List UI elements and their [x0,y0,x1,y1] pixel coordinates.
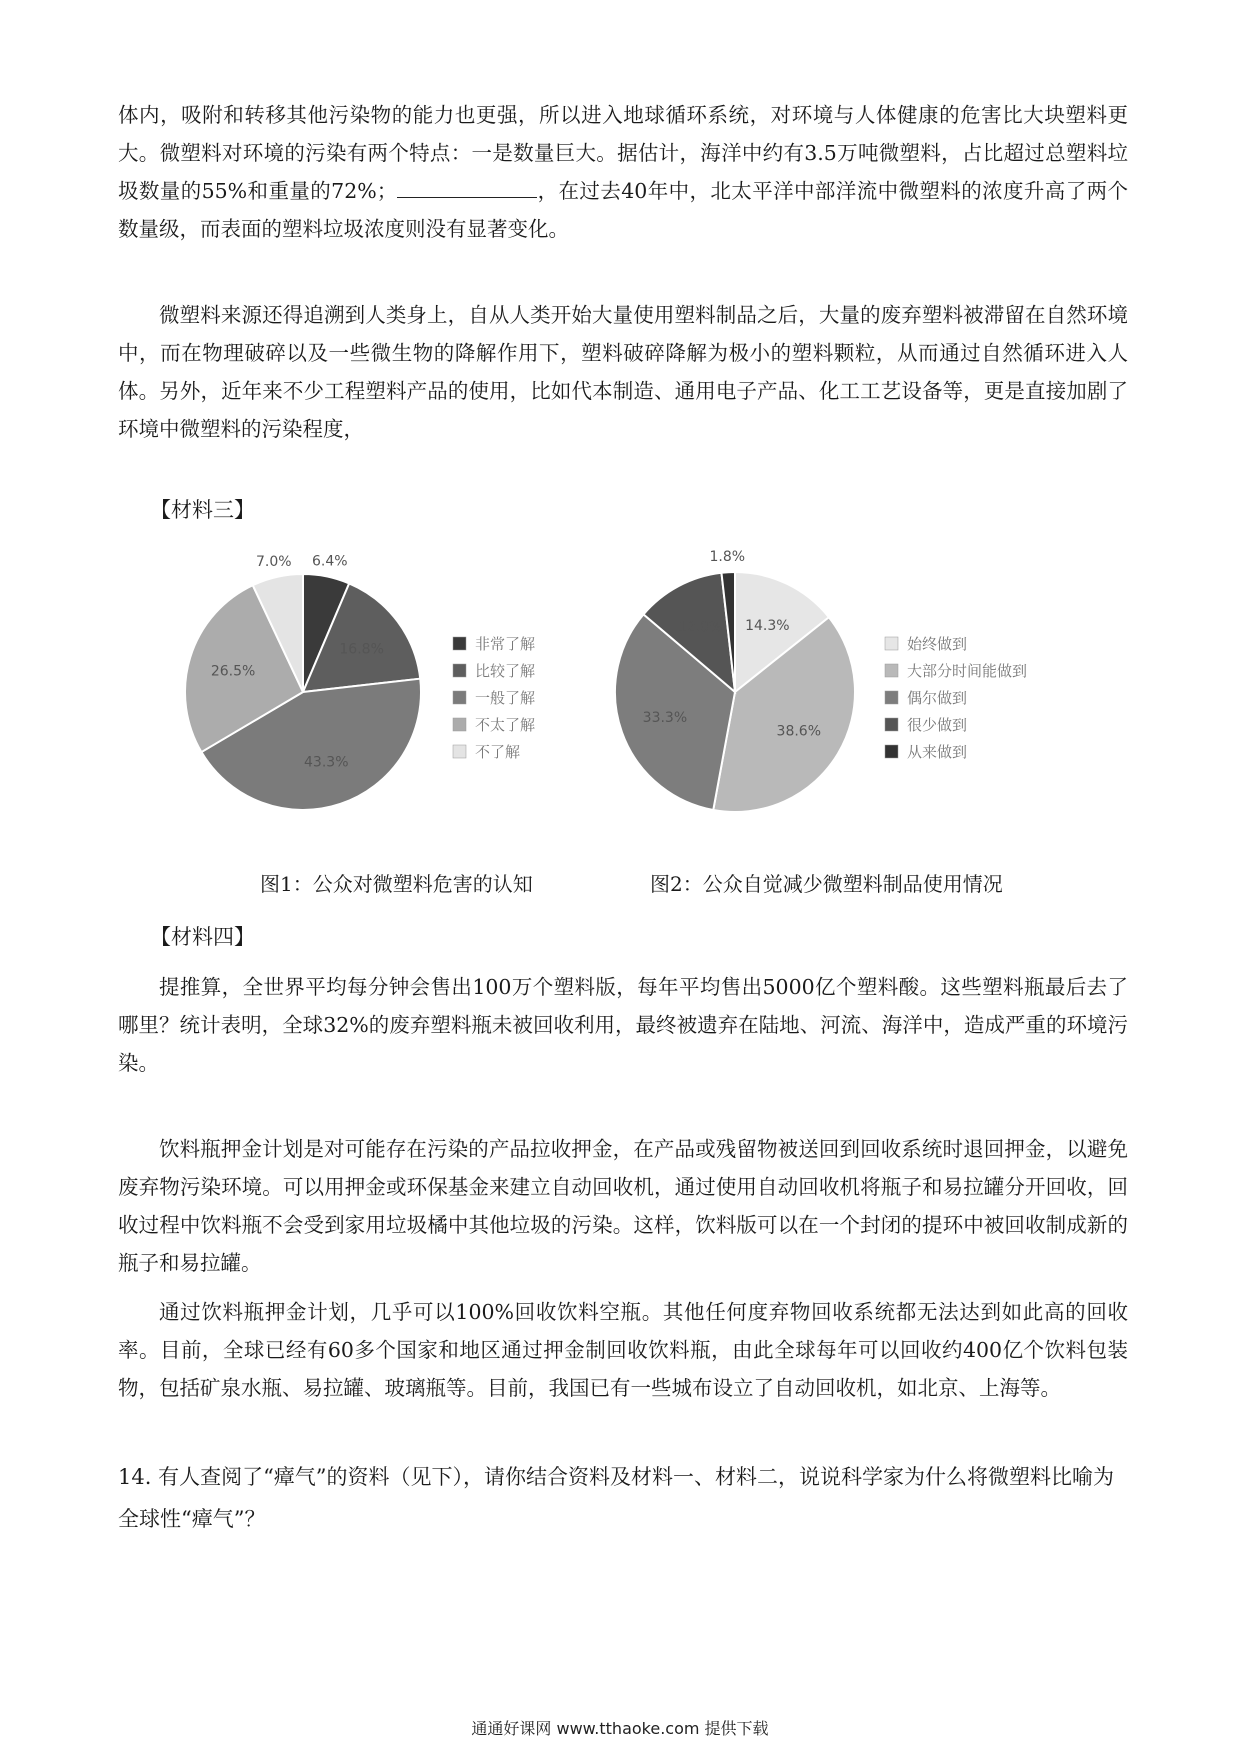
pie-data-label: 33.3% [642,709,688,726]
material3-heading: 【材料三】 [150,498,255,522]
pie-data-label: 14.3% [745,617,790,634]
legend-swatch [453,637,466,650]
page-footer: 通通好课网 www.tthaoke.com 提供下载 [471,1719,769,1738]
legend-label: 非常了解 [475,635,536,653]
legend-swatch [885,691,898,704]
pie-data-label: 7.0% [255,554,292,571]
legend-swatch [453,718,466,731]
pie-chart-2 [585,540,1055,830]
paragraph-deposit-plan: 饮料瓶押金计划是对可能存在污染的产品拉收押金，在产品或残留物被送回到回收系统时退回押金，以避免废弃物污染环境。可以用押金或环保基金来建立自动回收机，通过使用自动回收机将瓶子和易拉罐分开回收，回收过程中饮料瓶不会受到家用垃圾橘中其他垃圾的污染。这样，饮料版可以在一个封闭的提环中被回收制成新的瓶子和易拉罐。 [118,1137,1128,1275]
paragraph-recycling-rate: 通过饮料瓶押金计划，几乎可以100%回收饮料空瓶。其他任何度弃物回收系统都无法达到如此高的回收率。目前，全球已经有60多个国家和地区通过押金制回收饮料瓶，由此全球每年可以回收约400亿个饮料包装物，包括矿泉水瓶、易拉罐、玻璃瓶等。目前，我国已有一些城布设立了自动回收机，如北京、上海等。 [118,1300,1128,1400]
legend-label: 大部分时间能做到 [907,662,1028,680]
paragraph-text: 体内，吸附和转移其他污染物的能力也更强，所以进入地球循环系统，对环境与人体健康的危害比大块塑料更大。微塑料对环境的污染有两个特点：一是数量巨大。据估计，海洋中约有3.5万吨微塑料，占比超过总塑料垃圾数量的55%和重量的72%； [118,103,1128,203]
paragraph-microplastic-features [118,96,1128,248]
pie-data-label: 26.5% [210,663,256,680]
pie-data-label: 16.8% [339,641,384,658]
legend-swatch [453,745,466,758]
paragraph-text: ，在过去40年中，北太平洋中部洋流中微塑料的浓度升高了两个数量级，而表面的塑料垃圾浓度则没有显著变化。 [118,179,1128,241]
legend-label: 从来做到 [907,743,968,761]
chart2-caption: 图2：公众自觉减少微塑料制品使用情况 [650,872,1003,896]
material4-heading: 【材料四】 [150,925,255,949]
paragraph-microplastic-sources: 微塑料来源还得追溯到人类身上，自从人类开始大量使用塑料制品之后，大量的废弃塑料被滞留在自然环境中，而在物理破碎以及一些微生物的降解作用下，塑料破碎降解为极小的塑料颗粒，从而通过自然循环进入人体。另外，近年来不少工程塑料产品的使用，比如代本制造、通用电子产品、化工工艺设备等，更是直接加剧了环境中微塑料的污染程度， [118,303,1128,441]
legend-swatch [885,718,898,731]
legend-label: 比较了解 [475,662,536,680]
pie-data-label: 6.4% [311,553,348,570]
legend-swatch [885,745,898,758]
legend-label: 不太了解 [475,716,536,734]
legend-swatch [885,664,898,677]
fill-in-blank [397,179,537,198]
chart1-caption: 图1：公众对微塑料危害的认知 [260,872,533,896]
legend-swatch [453,664,466,677]
legend-swatch [453,691,466,704]
question-14: 14. 有人查阅了“瘴气”的资料（见下），请你结合资料及材料一、材料二，说说科学家为什么将微塑料比喻为全球性“瘴气”？ [118,1465,1115,1531]
legend-label: 很少做到 [907,716,968,734]
legend-label: 不了解 [475,743,521,761]
legend-label: 一般了解 [475,689,536,707]
legend-label: 偶尔做到 [907,689,968,707]
pie-data-label: 38.6% [776,723,822,740]
legend-label: 始终做到 [907,635,968,653]
paragraph-bottle-stats: 提推算，全世界平均每分钟会售出100万个塑料版，每年平均售出5000亿个塑料酸。这些塑料瓶最后去了哪里？统计表明，全球32%的废弃塑料瓶未被回收利用，最终被遗弃在陆地、河流、海洋中，造成严重的环境污染。 [118,975,1128,1075]
pie-data-label: 1.8% [709,549,746,566]
legend-swatch [885,637,898,650]
pie-data-label: 12.0% [677,619,723,636]
pie-data-label: 43.3% [304,754,349,771]
pie-chart-1 [168,540,608,830]
